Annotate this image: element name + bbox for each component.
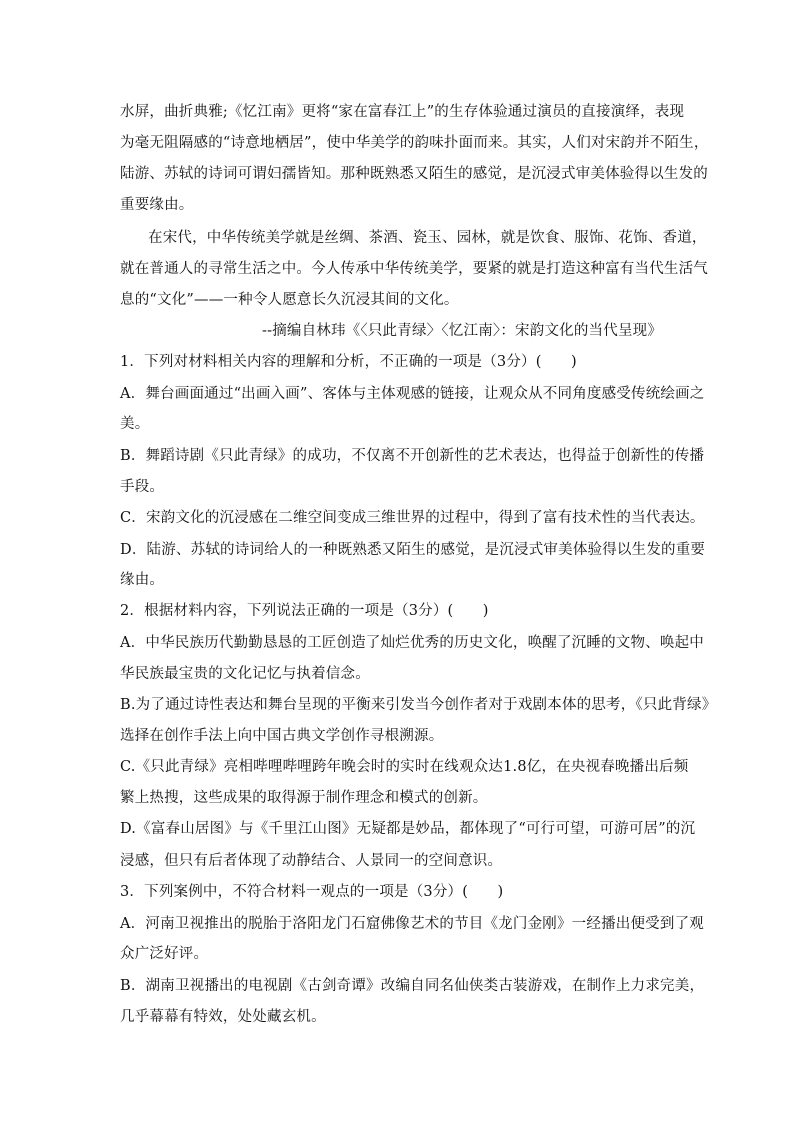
question-3-option-a: A．河南卫视推出的脱胎于洛阳龙门石窟佛像艺术的节目《龙门金刚》一经播出便受到了观 [120,916,704,932]
question-1-option-d-cont: 缘由。 [120,572,165,588]
question-1-option-d: D．陆游、苏轼的诗词给人的一种既熟悉又陌生的感觉，是沉浸式审美体验得以生发的重要 [120,542,706,558]
question-2-option-a: A．中华民族历代勤勤恳恳的工匠创造了灿烂优秀的历史文化，唤醒了沉睡的文物、唤起中 [120,635,704,651]
source-citation: --摘编自林玮《〈只此青绿〉〈忆江南〉：宋韵文化的当代呈现》 [262,323,663,339]
question-2-option-d: D.《富春山居图》与《千里江山图》无疑都是妙品，都体现了“可行可望，可游可居”的沉 [120,821,696,837]
question-2-option-b-cont: 选择在创作手法上向中国古典文学创作寻根溯源。 [120,728,444,744]
question-1-option-a-cont: 美。 [120,416,150,432]
question-2-option-b: B.为了通过诗性表达和舞台呈现的平衡来引发当今创作者对于戏剧本体的思考，《只此背绿》 [120,697,717,713]
question-2-option-c-cont: 繁上热搜，这些成果的取得源于制作理念和模式的创新。 [120,790,488,806]
question-1-option-c: C．宋韵文化的沉浸感在二维空间变成三维世界的过程中，得到了富有技术性的当代表达。 [120,510,705,526]
passage-line: 陆游、苏轼的诗词可谓妇孺皆知。那种既熟悉又陌生的感觉，是沉浸式审美体验得以生发的 [120,166,708,182]
question-3-option-b: B．湖南卫视播出的电视剧《古剑奇谭》改编自同名仙侠类古装游戏，在制作上力求完美， [120,978,705,994]
question-1-option-a: A．舞台画面通过“出画入画”、客体与主体观感的链接，让观众从不同角度感受传统绘画之 [120,386,705,402]
passage-line: 息的“文化”——一种令人愿意长久沉浸其间的文化。 [120,292,459,308]
passage-line: 水屏，曲折典雅;《忆江南》更将“家在富春江上”的生存体验通过演员的直接演绎，表现 [120,104,685,120]
question-2-option-d-cont: 浸感，但只有后者体现了动静结合、人景同一的空间意识。 [120,853,503,869]
passage-line: 就在普通人的寻常生活之中。今人传承中华传统美学，要紧的就是打造这种富有当代生活气 [120,261,708,277]
question-1-option-b: B．舞蹈诗剧《只此青绿》的成功，不仅离不开创新性的艺术表达，也得益于创新性的传播 [120,448,705,464]
question-2-option-a-cont: 华民族最宝贵的文化记忆与执着信念。 [120,666,370,682]
passage-line: 重要缘由。 [120,197,194,213]
question-3-option-b-cont: 几乎幕幕有特效，处处藏玄机。 [120,1009,326,1025]
passage-line: 为毫无阻隔感的“诗意地栖居”，使中华美学的韵味扑面而来。其实，人们对宋韵并不陌生， [120,135,709,151]
question-1-stem: 1．下列对材料相关内容的理解和分析，不正确的一项是（3分）( ) [120,354,577,370]
question-2-option-c: C.《只此青绿》亮相哔哩哔哩跨年晚会时的实时在线观众达1.8亿，在央视春晚播出后频 [120,759,689,775]
passage-paragraph-start: 在宋代，中华传统美学就是丝绸、茶酒、瓷玉、园林，就是饮食、服饰、花饰、香道， [148,230,707,246]
question-3-option-a-cont: 众广泛好评。 [120,946,209,962]
question-2-stem: 2．根据材料内容，下列说法正确的一项是（3分）( ) [120,603,489,619]
question-1-option-b-cont: 手段。 [120,479,165,495]
question-3-stem: 3．下列案例中，不符合材料一观点的一项是（3分）( ) [120,884,504,900]
